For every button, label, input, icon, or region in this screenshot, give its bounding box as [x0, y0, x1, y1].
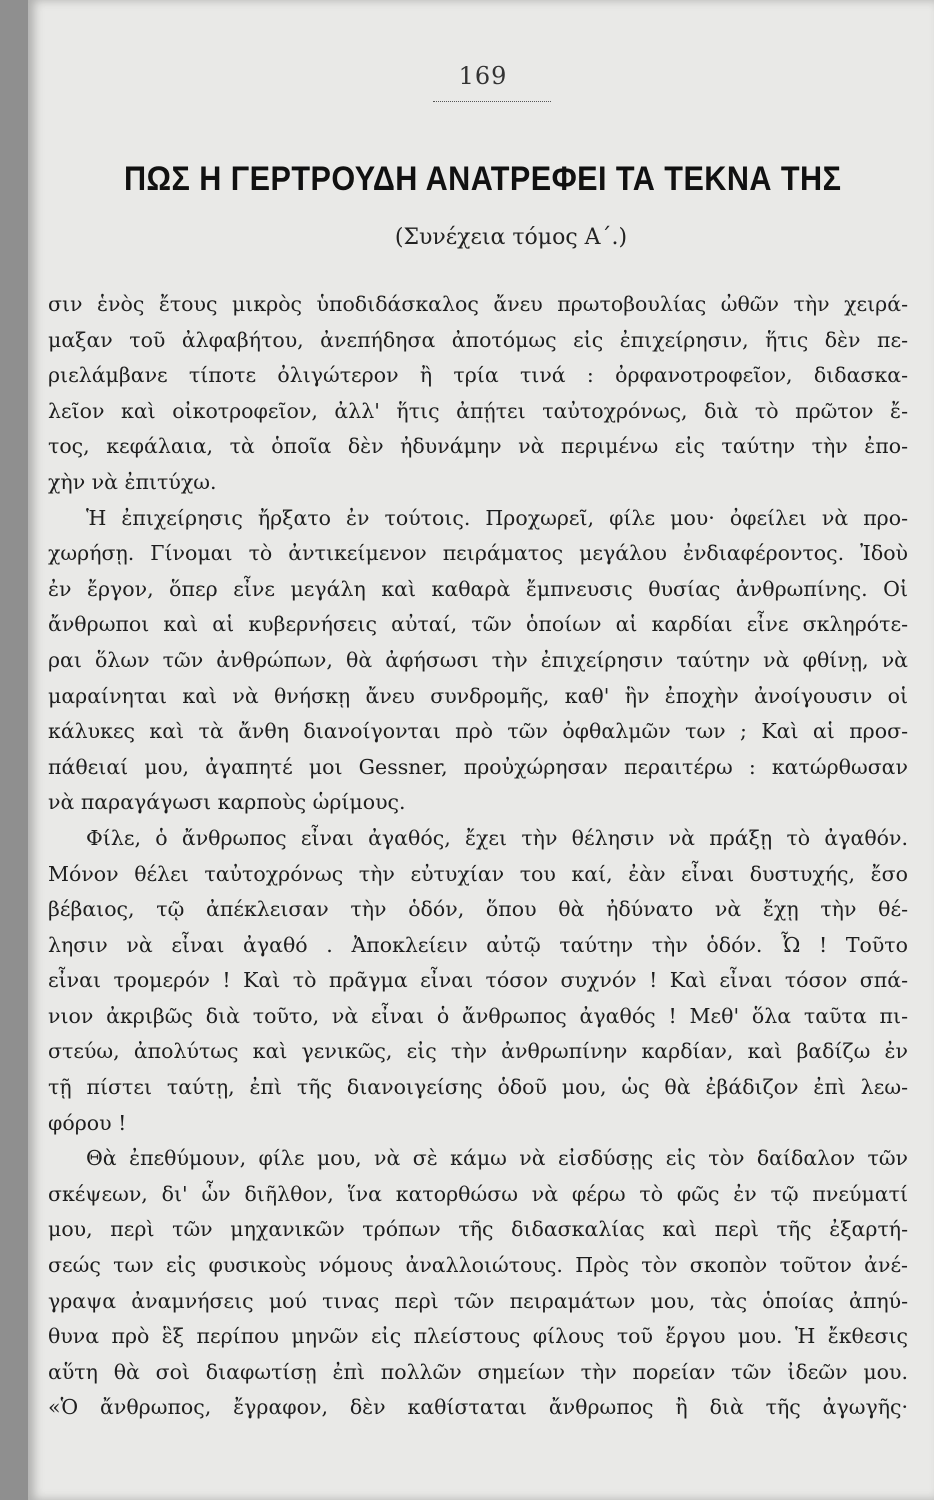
paragraph	[48, 501, 908, 821]
book-page	[28, 0, 934, 1500]
text-line: θυνα πρὸ ἓξ περίπου μηνῶν εἰς πλείστους φίλους τοῦ ἔργου μου. Ἡ ἔκθεσις	[48, 1324, 908, 1349]
text-line: Ἡ ἐπιχείρησις ἤρξατο ἐν τούτοις. Προχωρεῖ, φίλε μου· ὀφείλει νὰ προ-	[86, 505, 908, 530]
text-line: σκέψεων, δι' ὧν διῆλθον, ἵνα κατορθώσω νὰ φέρω τὸ φῶς ἐν τῷ πνεύματί	[48, 1181, 908, 1206]
text-line: μαξαν τοῦ ἀλφαβήτου, ἀνεπήδησα ἀποτόμως εἰς ἐπιχείρησιν, ἥτις δὲν πε-	[48, 327, 908, 352]
chapter-title: ΠΩΣ Η ΓΕΡΤΡΟΥΔΗ ΑΝΑΤΡΕΦΕΙ ΤΑ ΤΕΚΝΑ ΤΗΣ	[123, 160, 842, 198]
text-line: σιν ἑνὸς ἔτους μικρὸς ὑποδιδάσκαλος ἄνευ πρωτοβουλίας ὠθῶν τὴν χειρά-	[48, 292, 908, 316]
text-line: ἐν ἔργον, ὅπερ εἶνε μεγάλη καὶ καθαρὰ ἔμπνευσις θυσίας ἀνθρωπίνης. Οἱ	[48, 576, 908, 601]
text-line: αὕτη θὰ σοὶ διαφωτίσῃ ἐπὶ πολλῶν σημείων τὴν πορείαν τῶν ἰδεῶν μου.	[48, 1359, 908, 1384]
text-line: μαραίνηται καὶ νὰ θνήσκῃ ἄνευ συνδρομῆς, καθ' ἣν ἐποχὴν ἀνοίγουσιν οἱ	[48, 683, 908, 708]
text-line: ριελάμβανε τίποτε ὀλιγώτερον ἢ τρία τινά : ὀρφανοτροφεῖον, διδασκα-	[48, 363, 908, 388]
text-line: στεύω, ἀπολύτως καὶ γενικῶς, εἰς τὴν ἀνθρωπίνην καρδίαν, καὶ βαδίζω ἐν	[48, 1039, 908, 1064]
text-line: σεώς των εἰς φυσικοὺς νόμους ἀναλλοιώτους. Πρὸς τὸν σκοπὸν τοῦτον ἀνέ-	[48, 1253, 908, 1278]
header-divider	[433, 101, 551, 102]
paragraph	[48, 1141, 908, 1426]
text-line: κάλυκες καὶ τὰ ἄνθη διανοίγονται πρὸ τῶν ὀφθαλμῶν των ; Καὶ αἱ προσ-	[48, 719, 908, 744]
page-number: 169	[458, 62, 508, 90]
paragraph	[48, 287, 908, 501]
body-text	[48, 287, 908, 1426]
text-line: λεῖον καὶ οἰκοτροφεῖον, ἀλλ' ἥτις ἀπῄτει ταὐτοχρόνως, διὰ τὸ πρῶτον ἔ-	[48, 398, 908, 423]
text-line: νιον ἀκριβῶς διὰ τοῦτο, νὰ εἶναι ὁ ἄνθρωπος ἀγαθός ! Μεθ' ὅλα ταῦτα πι-	[48, 1003, 908, 1028]
text-line: λησιν νὰ εἶναι ἀγαθό . Ἀποκλείειν αὐτῷ ταύτην τὴν ὁδόν. Ὦ ! Τοῦτο	[48, 932, 908, 957]
text-line: γραψα ἀναμνήσεις μού τινας περὶ τῶν πειραμάτων μου, τὰς ὁποίας ἀπηύ-	[48, 1288, 908, 1313]
chapter-subtitle: (Συνέχεια τόμος Α΄.)	[394, 225, 628, 250]
text-line: ραι ὅλων τῶν ἀνθρώπων, θὰ ἀφήσωσι τὴν ἐπιχείρησιν ταύτην νὰ φθίνῃ, νὰ	[48, 647, 908, 672]
text-line: πάθειαί μου, ἀγαπητέ μοι Gessner, προὐχώρησαν περαιτέρω : κατώρθωσαν	[48, 754, 908, 779]
text-line: Μόνον θέλει ταὐτοχρόνως τὴν εὐτυχίαν του καί, ἐὰν εἶναι δυστυχής, ἔσο	[48, 861, 908, 886]
text-line: ἄνθρωποι καὶ αἱ κυβερνήσεις αὐταί, τῶν ὁποίων αἱ καρδίαι εἶνε σκληρότε-	[48, 612, 908, 637]
text-line: νὰ παραγάγωσι καρποὺς ὡρίμους.	[48, 790, 406, 815]
text-line: «Ὁ ἄνθρωπος, ἔγραφον, δὲν καθίσταται ἄνθρωπος ἢ διὰ τῆς ἀγωγῆς·	[48, 1395, 908, 1420]
text-line: φόρου !	[48, 1110, 127, 1135]
text-line: Φίλε, ὁ ἄνθρωπος εἶναι ἀγαθός, ἔχει τὴν θέλησιν νὰ πράξῃ τὸ ἀγαθόν.	[86, 825, 908, 850]
text-line: βέβαιος, τῷ ἀπέκλεισαν τὴν ὁδόν, ὅπου θὰ ἠδύνατο νὰ ἔχῃ τὴν θέ-	[48, 897, 908, 922]
text-line: μου, περὶ τῶν μηχανικῶν τρόπων τῆς διδασκαλίας καὶ περὶ τῆς ἐξαρτή-	[48, 1217, 908, 1242]
text-line: χωρήσῃ. Γίνομαι τὸ ἀντικείμενον πειράματος μεγάλου ἐνδιαφέροντος. Ἰδοὺ	[48, 541, 908, 566]
text-line: χὴν νὰ ἐπιτύχω.	[48, 469, 217, 494]
text-line: τος, κεφάλαια, τὰ ὁποῖα δὲν ἠδυνάμην νὰ περιμένω εἰς ταύτην τὴν ἐπο-	[48, 434, 908, 459]
paragraph	[48, 821, 908, 1141]
text-line: τῇ πίστει ταύτῃ, ἐπὶ τῆς διανοιγείσης ὁδοῦ μου, ὡς θὰ ἐβάδιζον ἐπὶ λεω-	[48, 1075, 908, 1100]
text-line: εἶναι τρομερόν ! Καὶ τὸ πρᾶγμα εἶναι τόσον συχνόν ! Καὶ εἶναι τόσον σπά-	[48, 968, 908, 993]
text-line: Θὰ ἐπεθύμουν, φίλε μου, νὰ σὲ κάμω νὰ εἰσδύσῃς εἰς τὸν δαίδαλον τῶν	[86, 1146, 908, 1171]
